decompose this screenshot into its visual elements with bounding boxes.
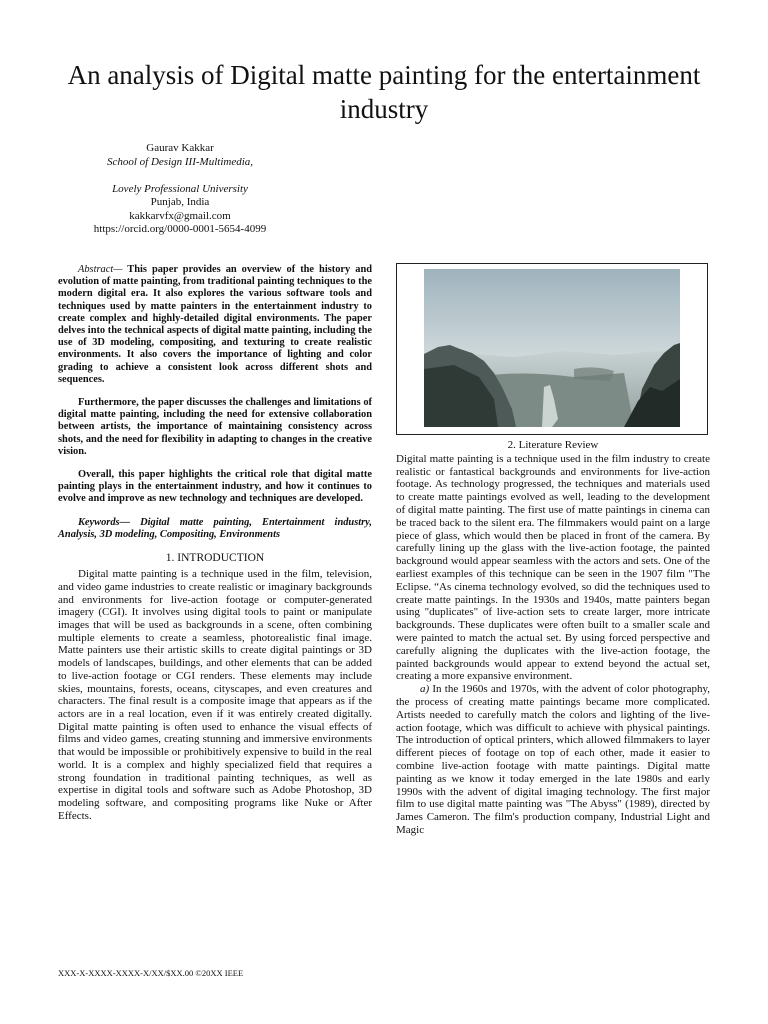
author-department: School of Design III-Multimedia, <box>106 155 254 168</box>
intro-heading: 1. INTRODUCTION <box>165 552 265 565</box>
right-column <box>396 439 710 837</box>
abstract-paragraph-3: Overall, this paper highlights the critical role that digital matte painting plays in the entertainment industry, and how it continues to evolve and improve as new technology and techniques are developed. <box>58 469 372 505</box>
keywords-text: Digital matte painting, Entertainment industry, Analysis, 3D modeling, Compositing, Environments <box>58 516 372 540</box>
intro-body <box>58 568 372 822</box>
author-university: Lovely Professional University <box>112 182 248 195</box>
abstract-paragraph-2: Furthermore, the paper discusses the challenges and limitations of digital matte painting, including the need for extensive collaboration between artists, the importance of maintaining consistency across shots, and the need for flexibility in adapting to changes in the creative vision. <box>58 397 372 457</box>
keywords-line <box>58 517 372 541</box>
abstract-text-1: This paper provides an overview of the history and evolution of matte painting, from traditional painting techniques to the modern digital era. It also explores the various software tools and techniques used by matte painters in the entertainment industry to create complex and highly-detailed digital environments. The paper delves into the technical aspects of digital matte painting, including the use of 3D modeling, compositing, and texturing to create realistic environments. It also covers the importance of lighting and color grading to achieve a consistent look across different shots and sequences. <box>58 264 372 385</box>
copyright-footer: XXX-X-XXXX-XXXX-X/XX/$XX.00 ©20XX IEEE <box>58 968 244 978</box>
literature-paragraph-2-label: a) <box>420 683 430 696</box>
author-email[interactable]: kakkarvfx@gmail.com <box>129 209 231 222</box>
literature-paragraph-2-text: In the 1960s and 1970s, with the advent of color photography, the process of creating matte paintings became more complicated. Artists needed to carefully match the colors and lighting of the live-action footage, which was difficult to achieve with physical paintings. The introduction of optical printers, which allowed filmmakers to layer different pieces of footage on top of each other, made it easier to combine live-action footage with matte paintings. Digital matte painting as we know it today emerged in the late 1980s and early 1990s with the advent of digital imaging technology. The first major film to use digital matte painting was "The Abyss" (1989), directed by James Cameron. The film's production company, Industrial Light and Magic <box>396 683 711 836</box>
left-column <box>58 264 372 822</box>
literature-paragraph-2 <box>396 683 710 837</box>
abstract-paragraph-1 <box>58 264 372 386</box>
figure-matte-painting <box>396 263 708 435</box>
literature-review-heading: 2. Literature Review <box>507 439 599 451</box>
paper-title: An analysis of Digital matte painting for the entertainment industry <box>67 60 701 124</box>
author-name: Gaurav Kakkar <box>146 142 214 154</box>
intro-text: Digital matte painting is a technique used in the film, television, and video game industries to create realistic or imaginary backgrounds and environments for live-action footage or computer-generated imagery (CGI). It involves using digital tools to paint or manipulate images that will be used as backgrounds in a scene, often combining multiple elements to create a seamless, photorealistic final image. Matte painters use their artistic skills to create digital paintings or 3D models of landscapes, buildings, and other elements that can be added to live-action footage or CGI renders. These elements may include skies, mountains, forests, oceans, cityscapes, and even creatures and characters. The final result is a composite image that appears as if the actors are in a real location, even if it was entirely created digitally. Digital matte painting is often used to enhance the visual effects of films and video games, creating stunning and immersive environments that would be impossible or prohibitively expensive to build in the real world. It is a complex and highly specialized field that requires a strong foundation in traditional painting techniques, as well as expertise in digital tools and software such as Adobe Photoshop, 3D modeling software, and compositing programs like Nuke or After Effects. <box>58 568 372 822</box>
author-orcid[interactable]: https://orcid.org/0000-0001-5654-4099 <box>93 223 267 235</box>
abstract-label: Abstract— <box>78 264 123 275</box>
matte-painting-image <box>424 269 680 427</box>
literature-paragraph-1: Digital matte painting is a technique used in the film industry to create realistic or fantastical backgrounds and environments for live-action footage. As technology progressed, the techniques and materials used to create matte paintings evolved as well, leading to the development of digital matte painting. The first use of matte paintings in cinema can be traced back to the silent era. The filmmakers would paint on a large piece of glass, which would then be placed in front of the camera. By carefully lining up the glass with the live-action footage, the painted background would appear seamless with the actors and sets. One of the earliest examples of this technique can be seen in the 1907 film "The Eclipse. “As cinema technology evolved, so did the techniques used to create matte paintings. In the 1930s and 1940s, matte painters began using "duplicates" of live-action sets to create larger, more intricate backgrounds. These duplicates were often built to a smaller scale and were painted to match the actual set. By using forced perspective and carefully aligning the duplicates with the live-action footage, the painted backgrounds would appear to extend beyond the actual set, creating a more expansive environment. <box>396 452 710 683</box>
author-location: Punjab, India <box>150 196 210 208</box>
author-block <box>40 142 320 237</box>
keywords-label: Keywords— <box>78 516 130 528</box>
